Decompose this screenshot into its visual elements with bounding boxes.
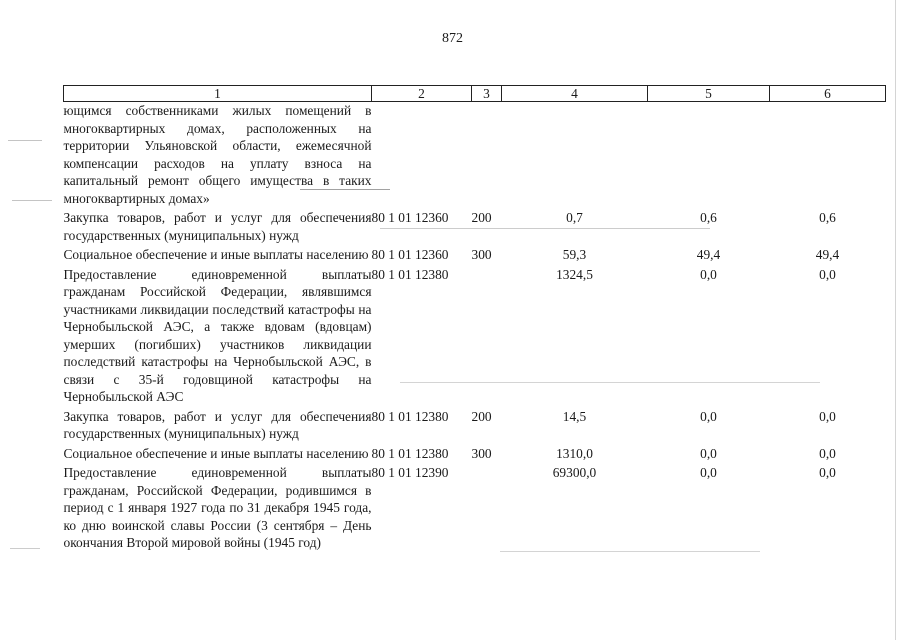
row-expense-type [472, 102, 502, 210]
row-name: ющимся собственниками жилых помещений в многоквартирных домах, расположенных на территории Ульяновской области, ежемесячной компенсации расходов на уплату взноса на капитальный ремонт общего имущества в таких многоквартирных домах» [63, 103, 372, 206]
page-number: 872 [442, 31, 463, 46]
row-value-col4: 0,7 [566, 210, 583, 225]
budget-table [63, 85, 886, 552]
row-value-col5: 49,4 [696, 247, 721, 262]
row-name: Предоставление единовременной выплаты гражданам, Российской Федерации, родившимся в период с 1 января 1927 года по 31 декабря 1945 года, ко дню воинской славы России (3 сентября – День окончания Второй мировой войны (1945 год) [63, 465, 372, 550]
row-value-col6: 49,4 [815, 247, 840, 262]
column-header-4: 4 [502, 86, 648, 102]
scan-artifact-line [10, 548, 40, 549]
row-value-col6: 0,0 [819, 465, 836, 480]
column-number-row [64, 86, 886, 102]
row-value-col4: 1324,5 [556, 266, 593, 282]
table-row [64, 408, 886, 445]
row-target-code [372, 102, 472, 210]
table-row [64, 266, 886, 408]
column-header-6: 6 [770, 86, 886, 102]
row-value-col5: 0,0 [700, 266, 717, 282]
column-header-5: 5 [648, 86, 770, 102]
row-value-col6: 0,6 [819, 210, 836, 225]
table-header [64, 86, 886, 102]
column-header-1: 1 [64, 86, 372, 102]
table-row [64, 102, 886, 210]
row-expense-type: 300 [471, 445, 492, 461]
row-value-col5 [648, 102, 770, 210]
table-row [64, 246, 886, 266]
scan-artifact-line [300, 189, 390, 190]
table-row [64, 464, 886, 552]
scan-artifact-line [895, 0, 896, 640]
row-expense-type [472, 464, 502, 552]
row-value-col5: 0,6 [700, 210, 717, 225]
row-value-col6 [770, 102, 886, 210]
row-target-code: 80 1 01 12360 [371, 210, 449, 225]
scan-artifact-line [12, 200, 52, 201]
row-target-code: 80 1 01 12380 [371, 408, 449, 424]
row-value-col5: 0,0 [700, 408, 717, 424]
row-value-col4: 1310,0 [556, 445, 593, 461]
row-value-col5: 0,0 [700, 445, 717, 461]
column-header-3: 3 [472, 86, 502, 102]
column-header-2: 2 [372, 86, 472, 102]
row-value-col6: 0,0 [819, 266, 836, 282]
row-name: Закупка товаров, работ и услуг для обеспечения государственных (муниципальных) нужд [63, 408, 372, 441]
row-value-col6: 0,0 [819, 408, 836, 424]
row-target-code: 80 1 01 12380 [371, 445, 449, 461]
row-value-col4: 59,3 [562, 247, 587, 262]
row-name: Социальное обеспечение и иные выплаты населению [63, 247, 369, 262]
scan-artifact-line [380, 228, 710, 229]
row-name: Закупка товаров, работ и услуг для обеспечения государственных (муниципальных) нужд [63, 210, 372, 243]
row-value-col4: 69300,0 [552, 465, 597, 480]
table-row [64, 445, 886, 465]
row-target-code: 80 1 01 12360 [371, 247, 449, 262]
row-value-col4: 14,5 [562, 408, 587, 424]
row-expense-type: 200 [471, 408, 492, 424]
row-value-col5: 0,0 [700, 465, 717, 480]
row-expense-type [472, 266, 502, 408]
row-target-code: 80 1 01 12390 [371, 465, 449, 480]
scan-artifact-line [8, 140, 42, 141]
table-body [64, 102, 886, 552]
row-name: Социальное обеспечение и иные выплаты населению [63, 445, 369, 461]
row-expense-type: 300 [471, 247, 492, 262]
scan-artifact-line [400, 382, 820, 383]
row-value-col6: 0,0 [819, 445, 836, 461]
row-expense-type: 200 [471, 210, 492, 225]
row-target-code: 80 1 01 12380 [371, 266, 449, 282]
row-value-col4 [502, 102, 648, 210]
row-name: Предоставление единовременной выплаты гражданам Российской Федерации, являвшимся участниками ликвидации последствий катастрофы на Чернобыльской АЭС, а также вдовам (вдовцам) умерших (погибших) участников ликвидации последствий катастрофы на Чернобыльской АЭС, в связи с 35-й годовщиной катастрофы на Чернобыльской АЭС [63, 266, 372, 404]
scan-artifact-line [500, 551, 760, 552]
